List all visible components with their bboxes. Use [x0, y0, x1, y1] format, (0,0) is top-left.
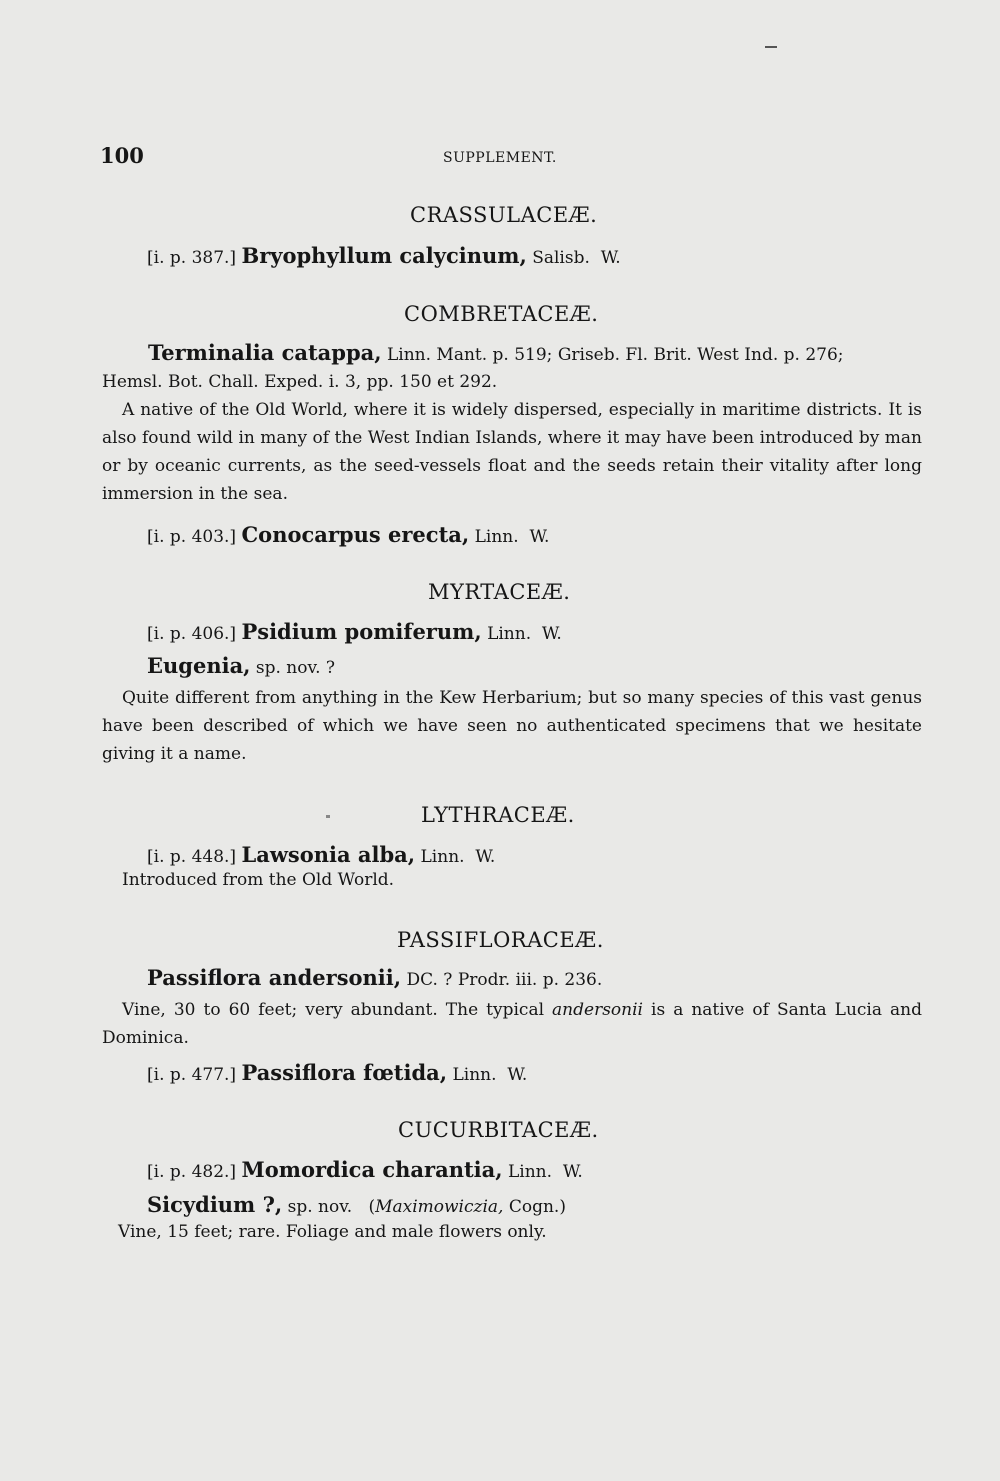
- entry-passiflora-andersonii: [147, 965, 602, 990]
- page-reference: [i. p. 482.]: [147, 1162, 237, 1182]
- locality-mark: W.: [600, 248, 621, 268]
- note-text-end: is a native of Santa Lucia and Dominica.: [102, 1000, 922, 1048]
- species-name: Momordica charantia,: [241, 1157, 503, 1182]
- family-heading-combretaceae: COMBRETACEÆ.: [404, 302, 599, 326]
- species-name: Lawsonia alba,: [241, 842, 416, 867]
- species-name: Passiflora fœtida,: [241, 1060, 448, 1085]
- entry-psidium: [147, 619, 562, 644]
- author: Linn.: [452, 1065, 497, 1085]
- page-reference: [i. p. 477.]: [147, 1065, 237, 1085]
- note-text: Quite different from anything in the Kew Herbarium; but so many species of this vast genus have been described of which we have seen no authenticated specimens that we hesitate giving it a name.: [102, 688, 922, 764]
- entry-lawsonia: [147, 842, 495, 867]
- species-name: Conocarpus erecta,: [241, 522, 470, 547]
- author: sp. nov.: [287, 1197, 353, 1217]
- page-smudge: [326, 815, 330, 818]
- author: Linn.: [487, 624, 532, 644]
- page-reference: [i. p. 406.]: [147, 624, 237, 644]
- page-number: 100: [100, 143, 144, 168]
- entry-sicydium: [147, 1192, 566, 1217]
- author: DC. ? Prodr. iii. p. 236.: [406, 970, 603, 990]
- entry-momordica: [147, 1157, 583, 1182]
- entry-conocarpus: [147, 522, 549, 547]
- entry-passiflora-foetida: [147, 1060, 527, 1085]
- note-text: Vine, 30 to 60 feet; very abundant. The typical: [122, 1000, 553, 1020]
- paren-open: (: [368, 1197, 376, 1217]
- author: Linn.: [420, 847, 465, 867]
- note-eugenia: [102, 684, 922, 768]
- note-text: A native of the Old World, where it is widely dispersed, especially in maritime districts. It is also found wild in many of the West Indian Islands, where it may have been introduced by man or by oceanic currents, as the seed-vessels float and the seeds retain their vitality after long immersion in the sea.: [102, 400, 922, 504]
- page-reference: [i. p. 387.]: [147, 248, 237, 268]
- note-passiflora-andersonii: [102, 996, 922, 1052]
- print-mark: [765, 46, 777, 48]
- note-lawsonia: Introduced from the Old World.: [122, 870, 395, 890]
- locality-mark: W.: [529, 527, 550, 547]
- page-reference: [i. p. 448.]: [147, 847, 237, 867]
- author: Linn.: [507, 1162, 553, 1182]
- family-heading-passifloraceae: PASSIFLORACEÆ.: [397, 928, 604, 952]
- page-reference: [i. p. 403.]: [147, 527, 237, 547]
- author: Salisb.: [532, 248, 590, 268]
- family-heading-lythraceae: LYTHRACEÆ.: [421, 803, 575, 827]
- species-name: Psidium pomiferum,: [241, 619, 482, 644]
- family-heading-cucurbitaceae: CUCURBITACEÆ.: [398, 1118, 599, 1142]
- entry-bryophyllum: [147, 243, 621, 268]
- locality-mark: W.: [507, 1065, 528, 1085]
- running-title: SUPPLEMENT.: [443, 150, 557, 166]
- synonym-author: Cogn.): [503, 1197, 566, 1217]
- locality-mark: W.: [562, 1162, 583, 1182]
- synonym-genus: Maximowiczia,: [375, 1197, 504, 1217]
- locality-mark: W.: [475, 847, 496, 867]
- note-italic-name: andersonii: [552, 1000, 643, 1020]
- locality-mark: W.: [541, 624, 562, 644]
- citation: Linn. Mant. p. 519; Griseb. Fl. Brit. West Ind. p. 276;: [386, 345, 844, 365]
- note-terminalia: [102, 396, 922, 508]
- entry-eugenia: [147, 653, 335, 678]
- note-sicydium: Vine, 15 feet; rare. Foliage and male flowers only.: [118, 1222, 547, 1242]
- species-name: Sicydium ?,: [147, 1192, 283, 1217]
- author: Linn.: [474, 527, 519, 547]
- family-heading-crassulaceae: CRASSULACEÆ.: [410, 203, 598, 227]
- species-name: Terminalia catappa,: [148, 340, 382, 365]
- entry-terminalia: [148, 340, 844, 365]
- author: sp. nov. ?: [255, 658, 335, 678]
- citation-continued: Hemsl. Bot. Chall. Exped. i. 3, pp. 150 et 292.: [102, 372, 498, 392]
- species-name: Passiflora andersonii,: [147, 965, 402, 990]
- family-heading-myrtaceae: MYRTACEÆ.: [428, 580, 571, 604]
- species-name: Eugenia,: [147, 653, 251, 678]
- species-name: Bryophyllum calycinum,: [241, 243, 527, 268]
